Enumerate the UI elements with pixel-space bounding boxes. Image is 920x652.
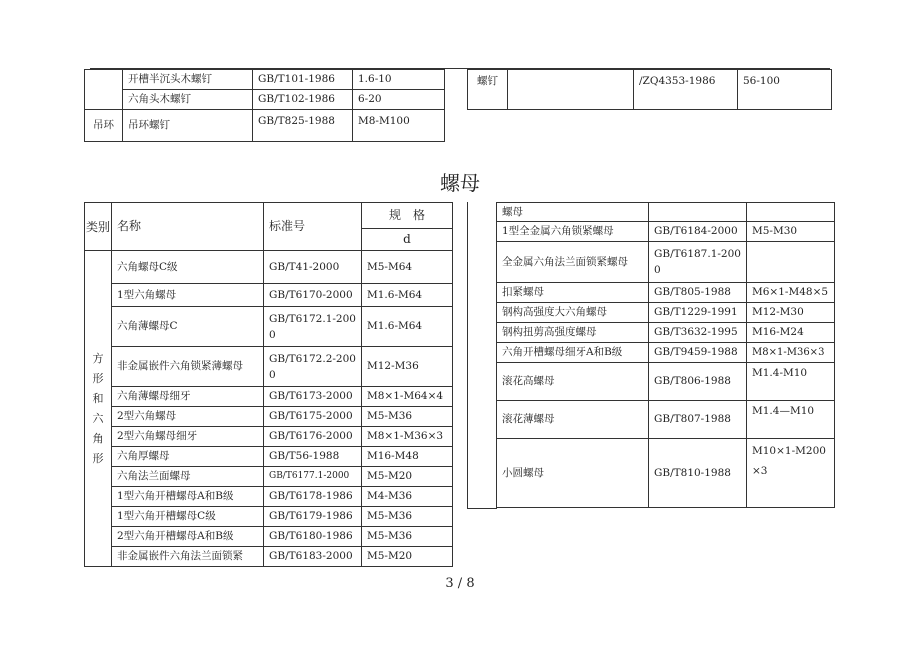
standard-cell xyxy=(649,203,747,222)
section-title: 螺母 xyxy=(440,171,480,195)
header-category: 类别 xyxy=(85,203,112,251)
spec-cell: M5-M36 xyxy=(362,527,453,547)
standard-cell: GB/T806-1988 xyxy=(649,363,747,401)
standard-cell: GB/T810-1988 xyxy=(649,439,747,508)
table-row xyxy=(85,387,453,407)
standard-cell: GB/T6175-2000 xyxy=(264,407,362,427)
standard-cell: GB/T6170-2000 xyxy=(264,284,362,307)
name-cell: 2型六角螺母 xyxy=(112,407,264,427)
header-row xyxy=(85,203,453,229)
table-row xyxy=(85,547,453,567)
category-label: 方形和六角形 xyxy=(92,351,104,465)
table-row xyxy=(497,222,835,242)
page-number: 3 / 8 xyxy=(445,576,475,591)
spec-cell: M5-M64 xyxy=(362,251,453,284)
table-row xyxy=(497,242,835,283)
header-spec-d: d xyxy=(362,229,453,251)
table-row xyxy=(85,487,453,507)
header-standard: 标准号 xyxy=(264,203,362,251)
standard-cell: GB/T3632-1995 xyxy=(649,323,747,343)
name-cell: 非金属嵌件六角锁紧薄螺母 xyxy=(112,347,264,387)
table-row xyxy=(85,467,453,487)
standard-cell: GB/T6187.1-2000 xyxy=(649,242,747,283)
spec-cell: M8-M100 xyxy=(353,110,445,142)
name-cell: 2型六角螺母细牙 xyxy=(112,427,264,447)
table-row xyxy=(497,363,835,401)
table-row xyxy=(497,323,835,343)
spec-cell: 1.6-10 xyxy=(353,70,445,90)
name-cell: 非金属嵌件六角法兰面锁紧 xyxy=(112,547,264,567)
name-cell: 全金属六角法兰面锁紧螺母 xyxy=(497,242,649,283)
name-cell: 小圆螺母 xyxy=(497,439,649,508)
spec-cell: M5-M30 xyxy=(747,222,835,242)
standard-cell: GB/T1229-1991 xyxy=(649,303,747,323)
table-row xyxy=(85,307,453,347)
standard-cell: GB/T805-1988 xyxy=(649,283,747,303)
spec-cell: M6×1-M48×5 xyxy=(747,283,835,303)
name-cell: 1型六角开槽螺母C级 xyxy=(112,507,264,527)
table-row xyxy=(85,284,453,307)
table-row xyxy=(497,203,835,222)
table-row xyxy=(85,70,445,90)
table-row xyxy=(85,427,453,447)
standard-cell: /ZQ4353-1986 xyxy=(634,70,738,110)
category-cell: 螺钉 xyxy=(468,70,508,110)
standard-cell: GB/T6178-1986 xyxy=(264,487,362,507)
top-left-table xyxy=(84,69,445,142)
name-cell: 开槽半沉头木螺钉 xyxy=(123,70,253,90)
standard-cell: GB/T101-1986 xyxy=(253,70,353,90)
spec-cell: M1.4—M10 xyxy=(747,401,835,439)
standard-cell: GB/T6184-2000 xyxy=(649,222,747,242)
spec-cell: M5-M20 xyxy=(362,467,453,487)
standard-cell: GB/T102-1986 xyxy=(253,90,353,110)
name-cell: 1型全金属六角锁紧螺母 xyxy=(497,222,649,242)
name-cell: 六角厚螺母 xyxy=(112,447,264,467)
spec-cell: M16-M48 xyxy=(362,447,453,467)
name-cell: 六角薄螺母C xyxy=(112,307,264,347)
name-cell: 螺母 xyxy=(497,203,649,222)
standard-cell: GB/T6173-2000 xyxy=(264,387,362,407)
spec-cell: M5-M36 xyxy=(362,507,453,527)
name-cell: 扣紧螺母 xyxy=(497,283,649,303)
spec-cell: M10×1-M200×3 xyxy=(747,439,835,508)
spec-cell xyxy=(747,203,835,222)
name-cell: 滚花薄螺母 xyxy=(497,401,649,439)
table-row xyxy=(85,447,453,467)
table-row xyxy=(85,527,453,547)
name-cell: 六角头木螺钉 xyxy=(123,90,253,110)
table-row xyxy=(497,343,835,363)
spec-cell: M4-M36 xyxy=(362,487,453,507)
nut-table-right xyxy=(496,202,835,508)
name-cell: 1型六角螺母 xyxy=(112,284,264,307)
name-cell: 1型六角开槽螺母A和B级 xyxy=(112,487,264,507)
standard-cell: GB/T6176-2000 xyxy=(264,427,362,447)
standard-cell: GB/T825-1988 xyxy=(253,110,353,142)
right-table-category-column xyxy=(467,202,497,509)
standard-cell: GB/T56-1988 xyxy=(264,447,362,467)
standard-cell: GB/T6172.2-2000 xyxy=(264,347,362,387)
spec-cell: M5-M20 xyxy=(362,547,453,567)
name-cell: 六角薄螺母细牙 xyxy=(112,387,264,407)
table-row xyxy=(468,70,832,110)
table-row xyxy=(497,283,835,303)
spec-cell xyxy=(747,242,835,283)
name-cell: 吊环螺钉 xyxy=(123,110,253,142)
spec-cell: M1.4-M10 xyxy=(747,363,835,401)
standard-cell: GB/T6172.1-2000 xyxy=(264,307,362,347)
spec-cell: M8×1-M36×3 xyxy=(747,343,835,363)
table-row xyxy=(85,347,453,387)
table-row xyxy=(85,90,445,110)
category-cell xyxy=(85,251,112,567)
standard-cell: GB/T9459-1988 xyxy=(649,343,747,363)
standard-cell: GB/T6180-1986 xyxy=(264,527,362,547)
table-row xyxy=(85,407,453,427)
nut-table-left xyxy=(84,202,453,567)
spec-cell: M1.6-M64 xyxy=(362,307,453,347)
standard-cell: GB/T6179-1986 xyxy=(264,507,362,527)
name-cell: 六角法兰面螺母 xyxy=(112,467,264,487)
header-name: 名称 xyxy=(112,203,264,251)
top-right-table xyxy=(467,69,832,110)
table-row xyxy=(497,303,835,323)
spec-cell: M12-M36 xyxy=(362,347,453,387)
name-cell: 滚花高螺母 xyxy=(497,363,649,401)
category-cell xyxy=(85,70,123,110)
spec-cell: M5-M36 xyxy=(362,407,453,427)
standard-cell: GB/T41-2000 xyxy=(264,251,362,284)
name-cell: 钢构高强度大六角螺母 xyxy=(497,303,649,323)
name-cell xyxy=(508,70,634,110)
table-row xyxy=(85,110,445,142)
table-row xyxy=(85,507,453,527)
table-row xyxy=(497,439,835,508)
name-cell: 钢构扭剪高强度螺母 xyxy=(497,323,649,343)
name-cell: 六角开槽螺母细牙A和B级 xyxy=(497,343,649,363)
table-row xyxy=(497,401,835,439)
standard-cell: GB/T6177.1-2000 xyxy=(264,467,362,487)
header-spec: 规 格 xyxy=(362,203,453,229)
standard-cell: GB/T807-1988 xyxy=(649,401,747,439)
spec-cell: M16-M24 xyxy=(747,323,835,343)
name-cell: 六角螺母C级 xyxy=(112,251,264,284)
spec-cell: M8×1-M36×3 xyxy=(362,427,453,447)
spec-cell: M12-M30 xyxy=(747,303,835,323)
spec-cell: M1.6-M64 xyxy=(362,284,453,307)
spec-cell: 6-20 xyxy=(353,90,445,110)
standard-cell: GB/T6183-2000 xyxy=(264,547,362,567)
spec-cell: M8×1-M64×4 xyxy=(362,387,453,407)
table-row xyxy=(85,251,453,284)
category-cell: 吊环 xyxy=(85,110,123,142)
name-cell: 2型六角开槽螺母A和B级 xyxy=(112,527,264,547)
spec-cell: 56-100 xyxy=(738,70,832,110)
